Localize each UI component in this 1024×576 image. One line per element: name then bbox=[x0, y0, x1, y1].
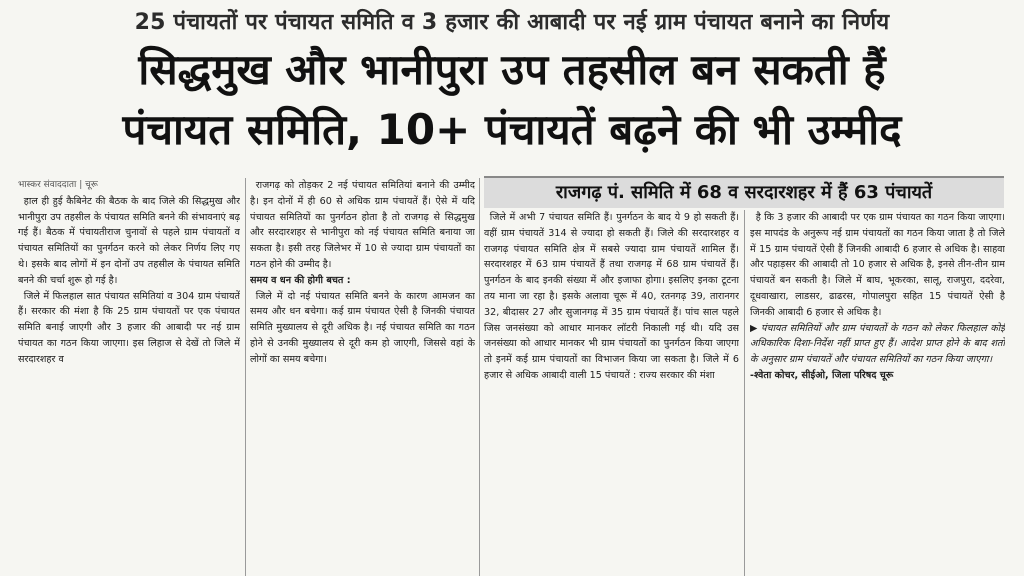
paragraph: हाल ही हुई कैबिनेट की बैठक के बाद जिले की सिद्धमुख और भानीपुरा उप तहसील के पंचायत समिति बनने की संभावनाएं बढ़ गई हैं। बैठक में पंचायतीराज चुनावों से पहले ग्राम पंचायतों व पंचायत समितियों का पुनर्गठन करने को लेकर निर्णय लिए गए थे। इसके बाद लोगों में इन दोनों उप तहसील के पंचायत समिति बनने की चर्चा शुरू हो गई है। bbox=[18, 195, 240, 286]
column-divider bbox=[744, 210, 745, 576]
sidebar-heading: राजगढ़ पं. समिति में 68 व सरदारशहर में हैं 63 पंचायतें bbox=[484, 176, 1004, 208]
paragraph: जिले में फिलहाल सात पंचायत समितियां व 304 ग्राम पंचायतें हैं। सरकार की मंशा है कि 25 ग्राम पंचायतों पर एक पंचायत समिति बनाई जाएगी और 3 हजार की आबादी पर नई ग्राम पंचायत का गठन किया जाएगा। इस लिहाज से देखें तो जिले में सरदारशहर व bbox=[18, 290, 240, 365]
kicker-headline: 25 पंचायतों पर पंचायत समिति व 3 हजार की आबादी पर नई ग्राम पंचायत बनाने का निर्णय bbox=[134, 10, 890, 35]
paragraph: जिले में दो नई पंचायत समिति बनने के कारण आमजन का समय और धन बचेगा। कई ग्राम पंचायत ऐसी है जिनकी पंचायत समिति मुख्यालय से दूरी अधिक है। नई पंचायत समिति का गठन होने से उनकी मुख्यालय से दूरी कम हो जाएगी, जिससे वहां के लोगों का समय बचेगा। bbox=[250, 290, 475, 365]
main-headline-line-2: पंचायत समिति, 10+ पंचायतें बढ़ने की भी उम्मीद bbox=[122, 105, 902, 154]
column-divider bbox=[479, 178, 480, 576]
paragraph: है कि 3 हजार की आबादी पर एक ग्राम पंचायत का गठन किया जाएगा। इस मापदंड के अनुरूप नई ग्राम पंचायतों का गठन किया जाता है तो जिले में 15 ग्राम पंचायतें ऐसी हैं जिनकी आबादी 6 हजार से अधिक है। साहवा और पहाड़सर की आबादी तो 10 हजार से अधिक है, इनसे तीन-तीन ग्राम पंचायतें बन सकती है। जिले में बाघ, भूकरका, सालू, राजपुरा, ददरेवा, दूधवाखारा, लाडसर, ढाढरस, गोपालपुरा सहित 15 पंचायतें ऐसी है जिनकी आबादी 6 हजार से अधिक है। bbox=[750, 212, 1005, 318]
quote-attribution: -श्वेता कोचर, सीईओ, जिला परिषद चूरू bbox=[750, 369, 894, 381]
quote-text: पंचायत समितियों और ग्राम पंचायतों के गठन को लेकर फिलहाल कोई अधिकारिक दिशा-निर्देश नहीं प्राप्त हुए हैं। आदेश प्राप्त होने के बाद शर्तों के अनुसार ग्राम पंचायतें और पंचायत समितियों का गठन किया जाएगा। bbox=[750, 322, 1005, 366]
subheading: समय व धन की होगी बचत : bbox=[250, 274, 351, 286]
article-column-1 bbox=[18, 178, 240, 576]
article-column-3 bbox=[484, 210, 739, 576]
paragraph: राजगढ़ को तोड़कर 2 नई पंचायत समितियां बनाने की उम्मीद है। इन दोनों में ही 60 से अधिक ग्राम पंचायतें हैं। ऐसे में यदि पंचायत समितियों का पुनर्गठन होता है तो राजगढ़ से सिद्धमुख और सरदारशहर से भानीपुरा को नई पंचायत समिति बनाया जा सकता है। इसी तरह जिलेभर में 10 से ज्यादा ग्राम पंचायतों का गठन होने की उम्मीद है। bbox=[250, 180, 475, 270]
byline: भास्कर संवाददाता | चूरू bbox=[18, 180, 98, 190]
paragraph: जिले में अभी 7 पंचायत समिति हैं। पुनर्गठन के बाद ये 9 हो सकती हैं। वहीं ग्राम पंचायतें 314 से ज्यादा हो सकती हैं। जिले की सरदारशहर व राजगढ़ पंचायत समिति क्षेत्र में सबसे ज्यादा ग्राम पंचायतें शामिल हैं। सरदारशहर में 63 ग्राम पंचायतें हैं तथा राजगढ़ में 68 ग्राम पंचायतें हैं। पुनर्गठन के बाद इनकी संख्या में और इजाफा होगा। इसलिए इनका टूटना तय माना जा रहा है। इसके अलावा चूरू में 40, रतनगढ़ 39, तारानगर 32, बीदासर 27 और सुजानगढ़ में 35 ग्राम पंचायतें हैं। पांच साल पहले जिस जनसंख्या को आधार मानकर लॉटरी निकाली गई थी। यदि उस जनसंख्या को आधार मानकर भी ग्राम पंचायतों का पुनर्गठन किया जाएगा तो इनमें कई ग्राम पंचायतों का विभाजन किया जा सकता है। जिले में 6 हजार से अधिक आबादी वाली 15 पंचायतें : राज्य सरकार की मंशा bbox=[484, 212, 739, 381]
official-quote bbox=[750, 321, 1005, 368]
main-headline-line-1: सिद्धमुख और भानीपुरा उप तहसील बन सकती हैं bbox=[138, 45, 886, 94]
article-column-2 bbox=[250, 178, 475, 576]
quote-arrow-icon: ▶ bbox=[750, 322, 759, 334]
article-column-4 bbox=[750, 210, 1005, 576]
column-divider bbox=[245, 178, 246, 576]
